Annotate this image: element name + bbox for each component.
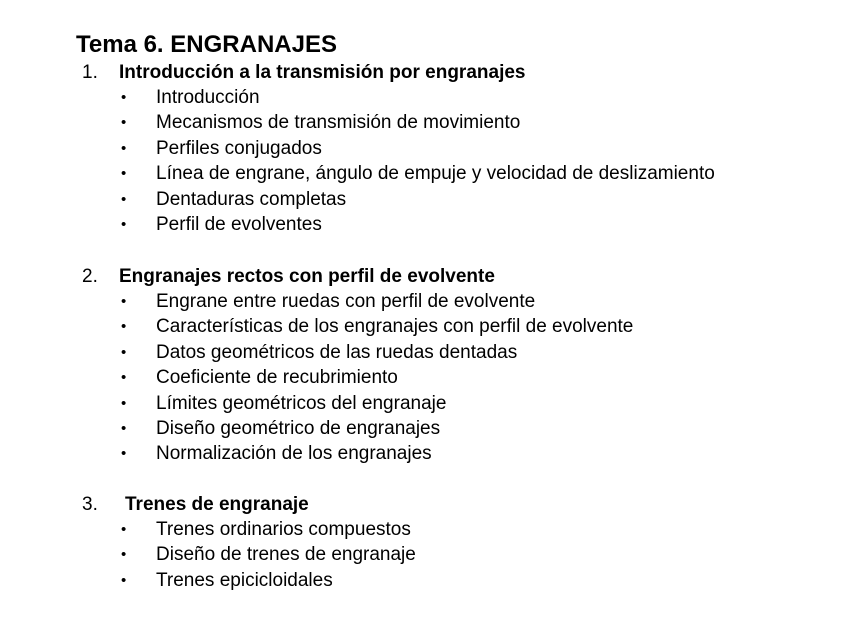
section-3 <box>0 492 848 593</box>
list-item <box>0 187 848 212</box>
bullet-icon: • <box>121 521 127 538</box>
list-item-text: Dentaduras completas <box>156 188 347 210</box>
list-item-text: Mecanismos de transmisión de movimiento <box>156 112 521 134</box>
bullet-icon: • <box>121 546 127 564</box>
list-item-text: Línea de engrane, ángulo de empuje y velocidad de deslizamiento <box>156 163 715 185</box>
list-item <box>0 289 848 314</box>
list-item-text: Datos geométricos de las ruedas dentadas <box>156 341 518 363</box>
bullet-icon: • <box>121 114 127 132</box>
list-item <box>0 136 848 161</box>
list-item-text: Diseño de trenes de engranaje <box>156 544 416 566</box>
list-item <box>0 212 848 237</box>
list-item-text: Introducción <box>156 87 260 108</box>
bullet-list <box>0 85 848 237</box>
list-item-text: Perfil de evolventes <box>156 213 322 235</box>
list-item <box>0 568 848 593</box>
bullet-icon: • <box>121 419 127 437</box>
list-item <box>0 340 848 365</box>
bullet-list <box>0 289 848 467</box>
section-2 <box>0 264 848 467</box>
section-title: Introducción a la transmisión por engranajes <box>119 62 526 83</box>
list-item <box>0 365 848 390</box>
section-heading <box>0 492 848 517</box>
list-item-text: Coeficiente de recubrimiento <box>156 367 398 389</box>
bullet-icon: • <box>121 293 127 310</box>
bullet-icon: • <box>121 139 127 157</box>
list-item <box>0 161 848 186</box>
section-title: Trenes de engranaje <box>125 494 309 515</box>
bullet-icon: • <box>121 190 127 208</box>
section-heading <box>0 60 848 85</box>
list-item-text: Trenes epicicloidales <box>156 569 333 591</box>
bullet-icon: • <box>121 394 127 412</box>
list-item <box>0 391 848 416</box>
list-item <box>0 85 848 110</box>
section-heading <box>0 264 848 289</box>
section-number: 2. <box>82 266 98 287</box>
page-title: Tema 6. ENGRANAJES <box>76 31 337 58</box>
list-item <box>0 517 848 542</box>
bullet-icon: • <box>121 369 127 387</box>
list-item-text: Límites geométricos del engranaje <box>156 392 447 414</box>
list-item <box>0 110 848 135</box>
bullet-icon: • <box>121 445 127 463</box>
list-item <box>0 314 848 339</box>
bullet-icon: • <box>121 343 127 361</box>
bullet-icon: • <box>121 165 127 183</box>
section-1 <box>0 60 848 237</box>
list-item-text: Características de los engranajes con perfil de evolvente <box>156 316 634 338</box>
bullet-icon: • <box>121 215 127 233</box>
list-item-text: Perfiles conjugados <box>156 137 322 159</box>
list-item <box>0 441 848 466</box>
list-item-text: Trenes ordinarios compuestos <box>156 519 411 540</box>
section-title: Engranajes rectos con perfil de evolvente <box>119 266 495 287</box>
list-item-text: Engrane entre ruedas con perfil de evolvente <box>156 291 536 312</box>
bullet-icon: • <box>121 318 127 336</box>
section-number: 3. <box>82 494 98 515</box>
list-item <box>0 542 848 567</box>
list-item-text: Diseño geométrico de engranajes <box>156 417 441 439</box>
list-item-text: Normalización de los engranajes <box>156 443 432 465</box>
bullet-icon: • <box>121 89 127 106</box>
list-item <box>0 416 848 441</box>
bullet-icon: • <box>121 571 127 589</box>
section-number: 1. <box>82 62 98 83</box>
bullet-list <box>0 517 848 593</box>
